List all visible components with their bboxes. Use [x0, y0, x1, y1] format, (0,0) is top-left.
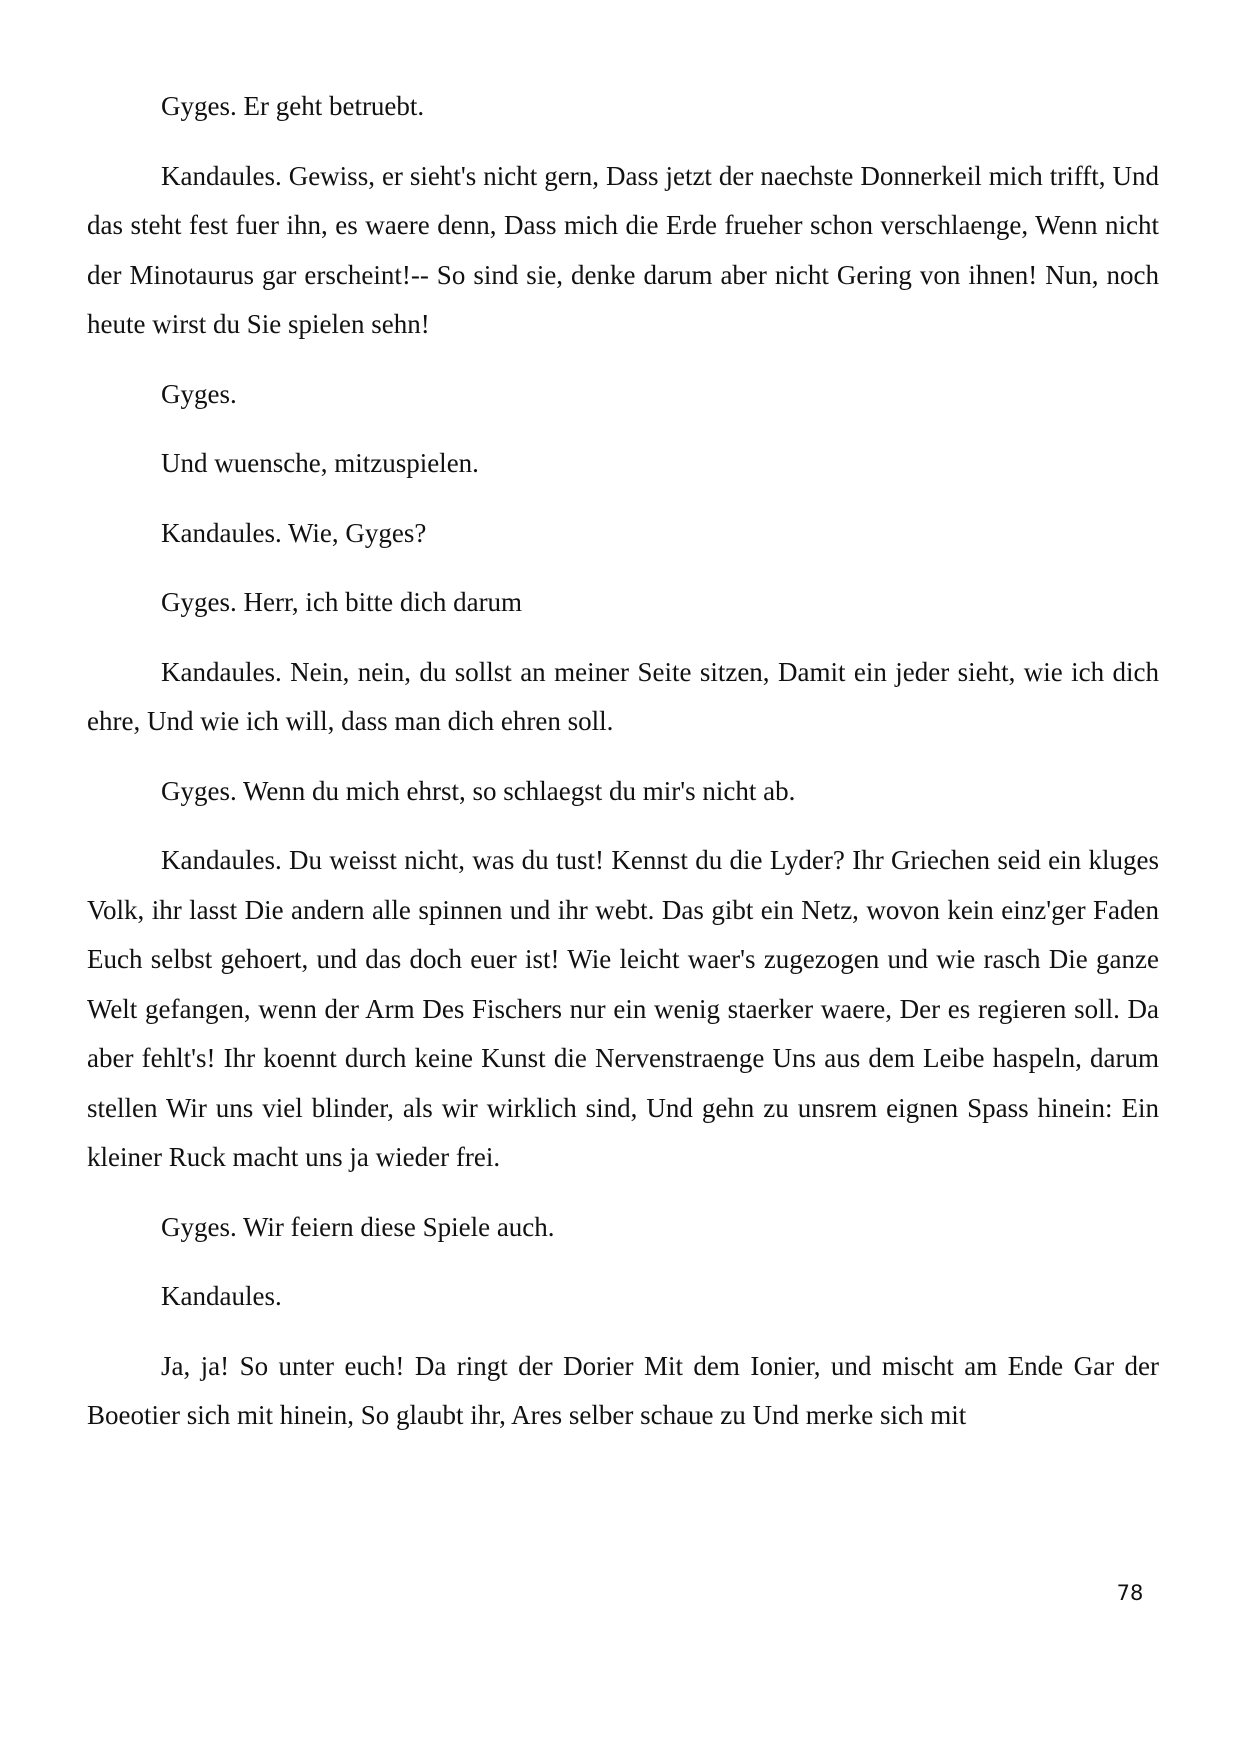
paragraph: Ja, ja! So unter euch! Da ringt der Dorier Mit dem Ionier, und mischt am Ende Gar der Boeotier sich mit hinein, So glaubt ihr, Ares selber schaue zu Und merke sich mit [87, 1350, 1159, 1430]
paragraph: Gyges. Herr, ich bitte dich darum [161, 587, 523, 617]
paragraph: Kandaules. [161, 1281, 282, 1311]
paragraph: Kandaules. Gewiss, er sieht's nicht gern, Dass jetzt der naechste Donnerkeil mich trifft, Und das steht fest fuer ihn, es waere denn, Dass mich die Erde frueher schon verschlaenge, Wenn nicht der Minotaurus gar erscheint!-- So sind sie, denke darum aber nicht Gering von ihnen! Nun, noch heute wirst du Sie spielen sehn! [87, 160, 1159, 339]
paragraph: Gyges. Wenn du mich ehrst, so schlaegst du mir's nicht ab. [161, 775, 796, 806]
paragraph: Kandaules. Nein, nein, du sollst an meiner Seite sitzen, Damit ein jeder sieht, wie ich dich ehre, Und wie ich will, dass man dich ehren soll. [87, 656, 1159, 736]
paragraph: Kandaules. Du weisst nicht, was du tust! Kennst du die Lyder? Ihr Griechen seid ein kluges Volk, ihr lasst Die andern alle spinnen und ihr webt. Das gibt ein Netz, wovon kein einz'ger Faden Euch selbst gehoert, und das doch euer ist! Wie leicht waer's zugezogen und wie rasch Die ganze Welt gefangen, wenn der Arm Des Fischers nur ein wenig staerker waere, Der es regieren soll. Da aber fehlt's! Ihr koennt durch keine Kunst die Nervenstraenge Uns aus dem Leibe haspeln, darum stellen Wir uns viel blinder, als wir wirklich sind, Und gehn zu unsrem eignen Spass hinein: Ein kleiner Ruck macht uns ja wieder frei. [87, 845, 1159, 1172]
paragraph: Gyges. [161, 378, 237, 409]
paragraph: Gyges. Er geht betruebt. [161, 91, 425, 121]
paragraph: Gyges. Wir feiern diese Spiele auch. [161, 1211, 555, 1242]
page-body [87, 82, 1159, 1461]
page-number: 78 [1116, 1581, 1144, 1605]
paragraph: Und wuensche, mitzuspielen. [161, 448, 479, 478]
paragraph: Kandaules. Wie, Gyges? [161, 517, 427, 548]
